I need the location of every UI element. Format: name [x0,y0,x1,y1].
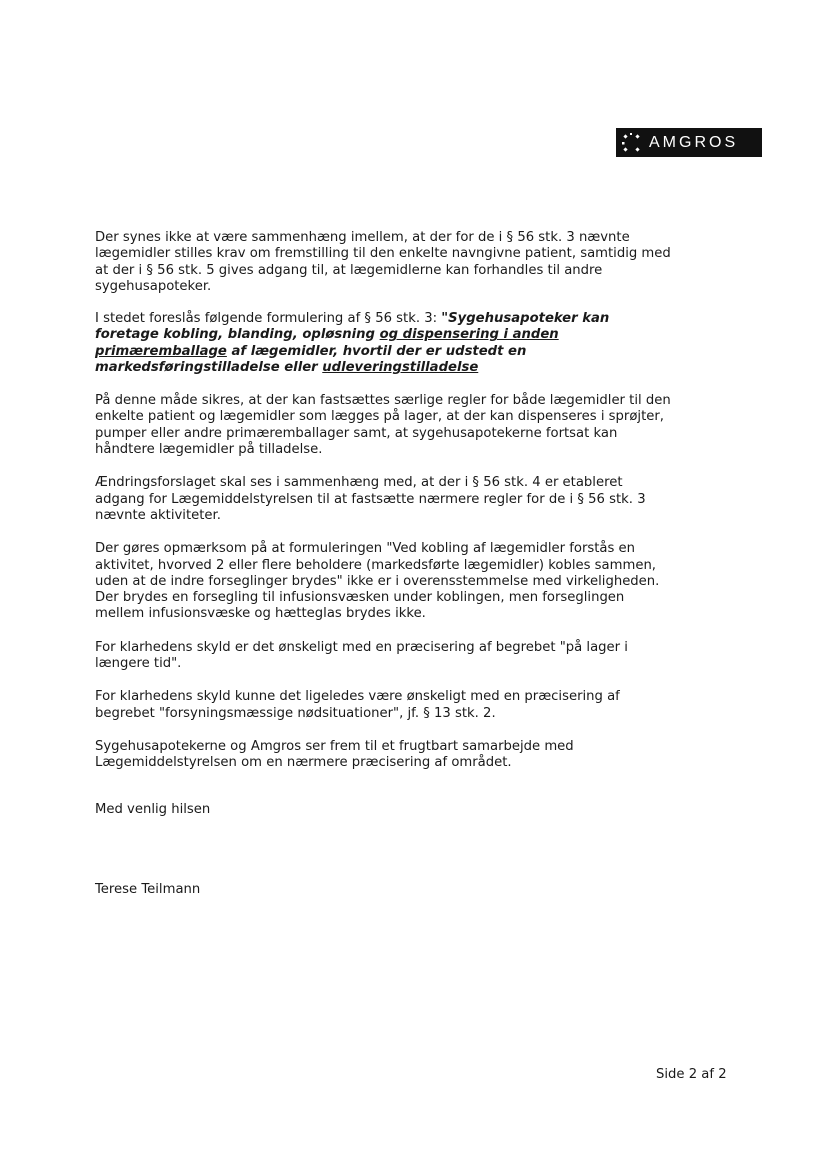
amgros-logo [616,128,762,157]
paragraph-rationale: På denne måde sikres, at der kan fastsættes særlige regler for både lægemidler til den enkelte patient og lægemidler som lægges på lager, at der kan dispenseres i sprøjter, pumper eller andre primæremballager samt, at sygehusapotekerne fortsat kan håndtere lægemidler på tilladelse. [95,393,671,458]
signer-name: Terese Teilmann [95,882,201,897]
proposal-quote-underlined-2: udleveringstilladelse [322,359,479,375]
closing-greeting: Med venlig hilsen [95,802,211,817]
proposal-quote-part2: af lægemidler, hvortil der er udstedt en markedsføringstilladelse eller [95,343,527,375]
paragraph-cooperation: Sygehusapotekerne og Amgros ser frem til et frugtbart samarbejde med Lægemiddelstyrelsen om en nærmere præcisering af området. [95,738,574,771]
amgros-logo-mark-icon [621,132,643,154]
proposal-quote-part1: "Sygehusapoteker kan foretage kobling, blanding, opløsning [95,311,610,343]
paragraph-proposal [95,311,675,376]
logo-text: AMGROS [649,133,739,151]
page-number: Side 2 af 2 [656,1067,727,1082]
paragraph-coupling-note: Der gøres opmærksom på at formuleringen "Ved kobling af lægemidler forstås en aktivitet, hvorved 2 eller flere beholdere (markedsførte lægemidler) kobles sammen, uden at de indre forseglinger brydes" ikke er i overensstemmelse med virkeligheden. Der brydes en forsegling til infusionsvæsken under koblingen, men forseglingen mellem infusionsvæske og hætteglas brydes ikke. [95,541,660,622]
proposal-intro: I stedet foreslås følgende formulering af § 56 stk. 3: [95,311,442,326]
paragraph-clarity-storage: For klarhedens skyld er det ønskeligt med en præcisering af begrebet "på lager i længere tid". [95,639,628,672]
paragraph-amendment: Ændringsforslaget skal ses i sammenhæng med, at der i § 56 stk. 4 er etableret adgang for Lægemiddelstyrelsen til at fastsætte nærmere regler for de i § 56 stk. 3 nævnte aktiviteter. [95,475,646,523]
paragraph-clarity-emergency: For klarhedens skyld kunne det ligeledes være ønskeligt med en præcisering af begrebet "forsyningsmæssige nødsituationer", jf. § 13 stk. 2. [95,689,620,721]
paragraph-coherence: Der synes ikke at være sammenhæng imellem, at der for de i § 56 stk. 3 nævnte lægemidler stilles krav om fremstilling til den enkelte navngivne patient, samtidig med at der i § 56 stk. 5 gives adgang til, at lægemidlerne kan forhandles til andre sygehusapoteker. [95,230,671,294]
proposal-quote-underlined-1: og dispensering i anden primæremballage [95,327,559,359]
letter-body [95,230,675,772]
